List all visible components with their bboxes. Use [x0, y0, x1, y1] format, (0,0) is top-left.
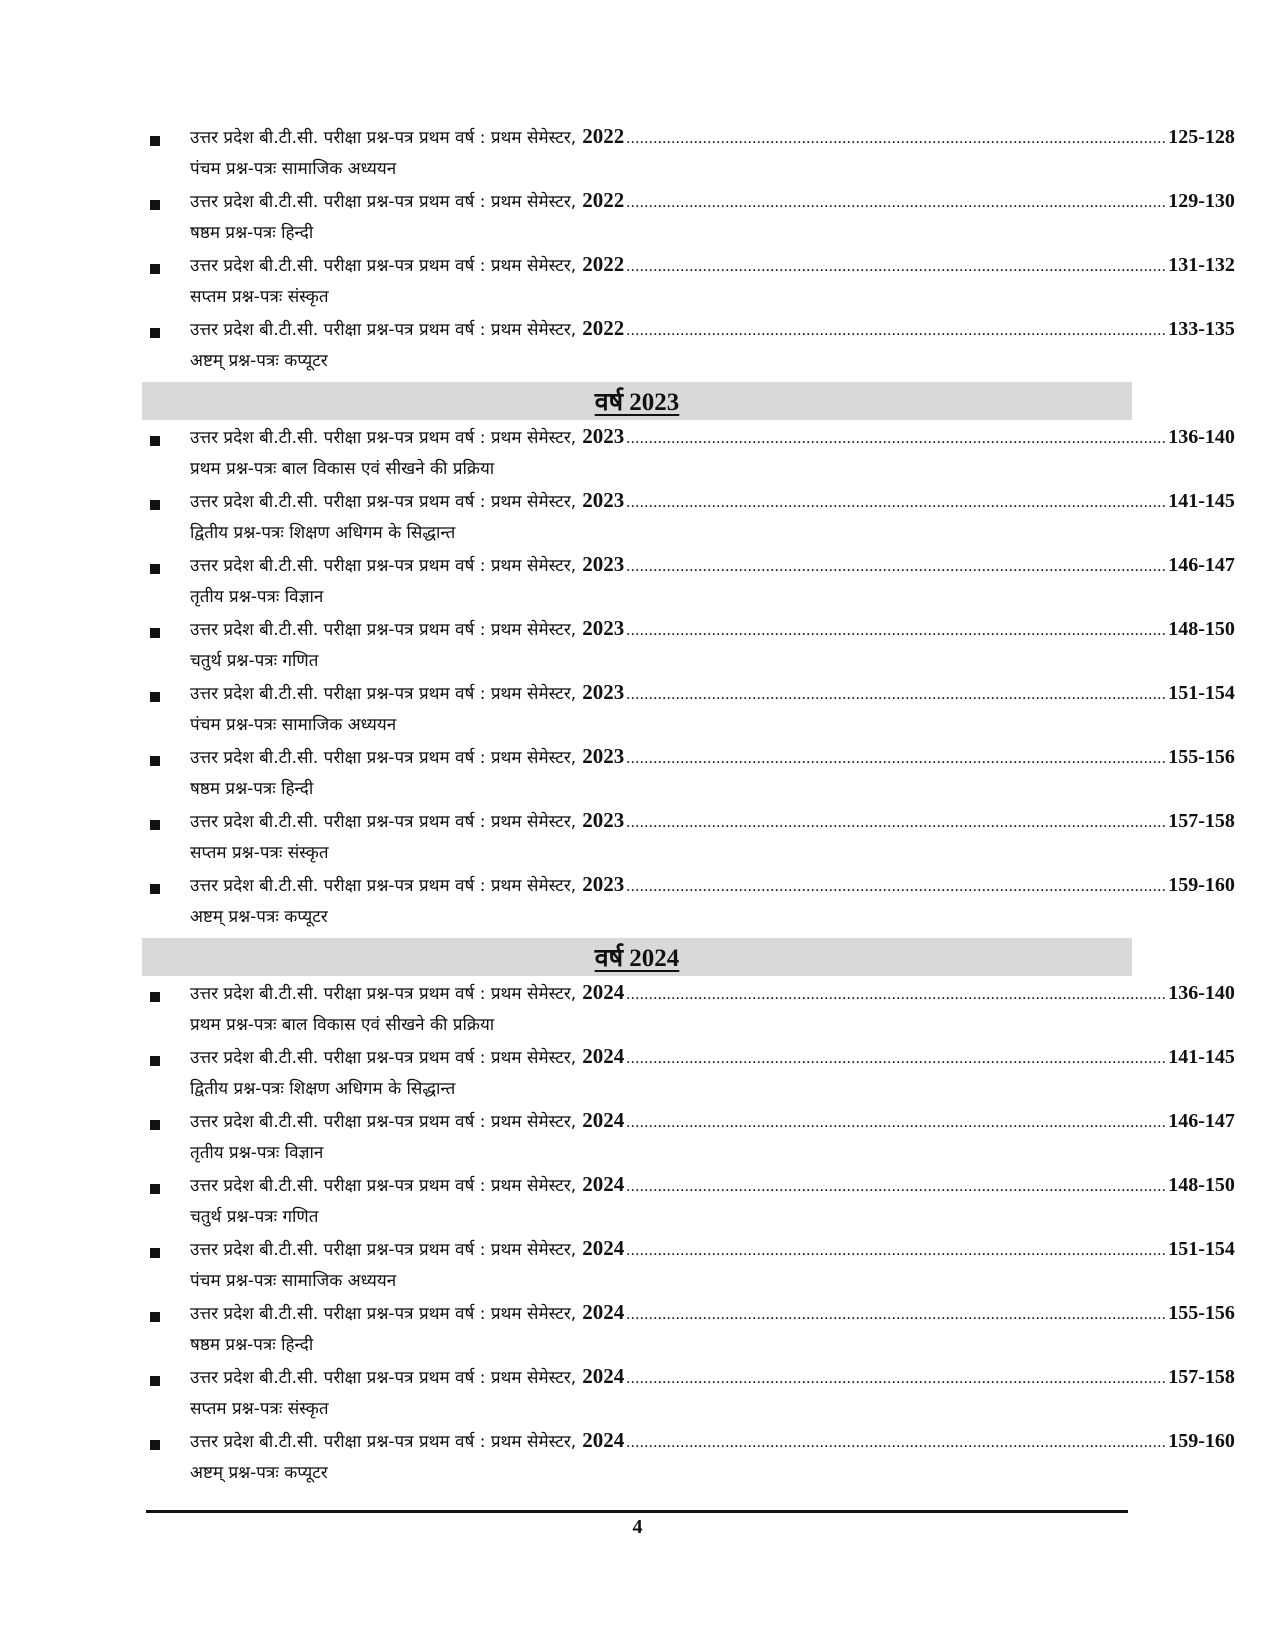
dot-leader: ........................................................................................................................ — [626, 878, 1167, 895]
entry-subject: षष्ठम प्रश्न-पत्रः हिन्दी — [190, 779, 314, 799]
dot-leader: ........................................................................................................................ — [626, 494, 1167, 511]
entry-subject: द्वितीय प्रश्न-पत्रः शिक्षण अधिगम के सिद्धान्त — [190, 1079, 456, 1099]
section-heading — [142, 382, 1132, 420]
square-bullet-icon — [150, 992, 160, 1002]
dot-leader: ........................................................................................................................ — [626, 1434, 1167, 1451]
section-heading — [142, 938, 1132, 976]
toc-entry — [146, 252, 1235, 316]
entry-pages: 159-160 — [1168, 874, 1235, 896]
entry-year: 2022 — [582, 252, 625, 276]
section-heading-text: वर्ष 2024 — [594, 945, 680, 972]
square-bullet-icon — [150, 756, 160, 766]
entry-line — [190, 424, 1235, 454]
dot-leader: ........................................................................................................................ — [626, 1242, 1167, 1259]
entry-year: 2023 — [582, 680, 625, 704]
square-bullet-icon — [150, 136, 160, 146]
entry-pages: 141-145 — [1168, 1046, 1235, 1068]
entry-year: 2023 — [582, 872, 625, 896]
toc-entry — [146, 1236, 1235, 1300]
entry-title: उत्तर प्रदेश बी.टी.सी. परीक्षा प्रश्न-पत्र प्रथम वर्ष : प्रथम सेमेस्टर, — [190, 984, 577, 1004]
toc-entry — [146, 316, 1235, 380]
entry-title: उत्तर प्रदेश बी.टी.सी. परीक्षा प्रश्न-पत्र प्रथम वर्ष : प्रथम सेमेस्टर, — [190, 128, 577, 148]
entry-title: उत्तर प्रदेश बी.टी.सी. परीक्षा प्रश्न-पत्र प्रथम वर्ष : प्रथम सेमेस्टर, — [190, 320, 577, 340]
dot-leader: ........................................................................................................................ — [626, 194, 1167, 211]
dot-leader: ........................................................................................................................ — [626, 558, 1167, 575]
entry-pages: 133-135 — [1168, 318, 1235, 340]
entry-line — [190, 980, 1235, 1010]
dot-leader: ........................................................................................................................ — [626, 1114, 1167, 1131]
entry-pages: 136-140 — [1168, 982, 1235, 1004]
square-bullet-icon — [150, 884, 160, 894]
entry-subject: अष्टम् प्रश्न-पत्रः कप्यूटर — [190, 1463, 328, 1483]
dot-leader: ........................................................................................................................ — [626, 750, 1167, 767]
square-bullet-icon — [150, 1248, 160, 1258]
entry-pages: 159-160 — [1168, 1430, 1235, 1452]
dot-leader: ........................................................................................................................ — [626, 1370, 1167, 1387]
entry-line — [190, 552, 1235, 582]
entry-year: 2024 — [582, 1044, 625, 1068]
square-bullet-icon — [150, 692, 160, 702]
entry-pages: 151-154 — [1168, 1238, 1235, 1260]
square-bullet-icon — [150, 436, 160, 446]
entry-year: 2023 — [582, 808, 625, 832]
entry-pages: 148-150 — [1168, 1174, 1235, 1196]
entry-title: उत्तर प्रदेश बी.टी.सी. परीक्षा प्रश्न-पत्र प्रथम वर्ष : प्रथम सेमेस्टर, — [190, 1112, 577, 1132]
entry-pages: 155-156 — [1168, 746, 1235, 768]
entry-subject: पंचम प्रश्न-पत्रः सामाजिक अध्ययन — [190, 1271, 397, 1291]
entry-pages: 146-147 — [1168, 554, 1235, 576]
entry-line — [190, 872, 1235, 902]
entry-year: 2023 — [582, 616, 625, 640]
entry-subject: पंचम प्रश्न-पत्रः सामाजिक अध्ययन — [190, 715, 397, 735]
entry-pages: 148-150 — [1168, 618, 1235, 640]
square-bullet-icon — [150, 1376, 160, 1386]
entry-line — [190, 316, 1235, 346]
entry-year: 2023 — [582, 744, 625, 768]
entry-line — [190, 188, 1235, 218]
entry-pages: 131-132 — [1168, 254, 1235, 276]
entry-subject: तृतीय प्रश्न-पत्रः विज्ञान — [190, 1143, 324, 1163]
entry-pages: 141-145 — [1168, 490, 1235, 512]
square-bullet-icon — [150, 820, 160, 830]
entry-subject: चतुर्थ प्रश्न-पत्रः गणित — [190, 651, 319, 671]
entry-subject: प्रथम प्रश्न-पत्रः बाल विकास एवं सीखने की प्रक्रिया — [190, 1015, 495, 1035]
toc-entry — [146, 1428, 1235, 1492]
toc-entry — [146, 424, 1235, 488]
square-bullet-icon — [150, 1184, 160, 1194]
toc-entry — [146, 1108, 1235, 1172]
entry-title: उत्तर प्रदेश बी.टी.सी. परीक्षा प्रश्न-पत्र प्रथम वर्ष : प्रथम सेमेस्टर, — [190, 1368, 577, 1388]
toc-entry — [146, 616, 1235, 680]
square-bullet-icon — [150, 500, 160, 510]
square-bullet-icon — [150, 1440, 160, 1450]
entry-year: 2023 — [582, 424, 625, 448]
dot-leader: ........................................................................................................................ — [626, 258, 1167, 275]
entry-year: 2024 — [582, 1172, 625, 1196]
entry-subject: अष्टम् प्रश्न-पत्रः कप्यूटर — [190, 907, 328, 927]
square-bullet-icon — [150, 628, 160, 638]
square-bullet-icon — [150, 328, 160, 338]
square-bullet-icon — [150, 1120, 160, 1130]
entry-line — [190, 124, 1235, 154]
dot-leader: ........................................................................................................................ — [626, 130, 1167, 147]
toc-entry — [146, 124, 1235, 188]
entry-subject: प्रथम प्रश्न-पत्रः बाल विकास एवं सीखने की प्रक्रिया — [190, 459, 495, 479]
entry-title: उत्तर प्रदेश बी.टी.सी. परीक्षा प्रश्न-पत्र प्रथम वर्ष : प्रथम सेमेस्टर, — [190, 1048, 577, 1068]
entry-subject: षष्ठम प्रश्न-पत्रः हिन्दी — [190, 1335, 314, 1355]
entry-year: 2022 — [582, 188, 625, 212]
entry-subject: पंचम प्रश्न-पत्रः सामाजिक अध्ययन — [190, 159, 397, 179]
entry-line — [190, 1300, 1235, 1330]
entry-title: उत्तर प्रदेश बी.टी.सी. परीक्षा प्रश्न-पत्र प्रथम वर्ष : प्रथम सेमेस्टर, — [190, 192, 577, 212]
square-bullet-icon — [150, 1056, 160, 1066]
entry-line — [190, 744, 1235, 774]
entry-title: उत्तर प्रदेश बी.टी.सी. परीक्षा प्रश्न-पत्र प्रथम वर्ष : प्रथम सेमेस्टर, — [190, 256, 577, 276]
entry-pages: 151-154 — [1168, 682, 1235, 704]
entry-subject: अष्टम् प्रश्न-पत्रः कप्यूटर — [190, 351, 328, 371]
entry-title: उत्तर प्रदेश बी.टी.सी. परीक्षा प्रश्न-पत्र प्रथम वर्ष : प्रथम सेमेस्टर, — [190, 556, 577, 576]
entry-pages: 157-158 — [1168, 1366, 1235, 1388]
toc-entry — [146, 188, 1235, 252]
entry-subject: षष्ठम प्रश्न-पत्रः हिन्दी — [190, 223, 314, 243]
entry-pages: 157-158 — [1168, 810, 1235, 832]
entry-pages: 125-128 — [1168, 126, 1235, 148]
entry-title: उत्तर प्रदेश बी.टी.सी. परीक्षा प्रश्न-पत्र प्रथम वर्ष : प्रथम सेमेस्टर, — [190, 492, 577, 512]
dot-leader: ........................................................................................................................ — [626, 430, 1167, 447]
section-heading-text: वर्ष 2023 — [594, 389, 680, 416]
entry-subject: तृतीय प्रश्न-पत्रः विज्ञान — [190, 587, 324, 607]
table-of-contents — [146, 124, 1235, 1492]
dot-leader: ........................................................................................................................ — [626, 814, 1167, 831]
entry-year: 2024 — [582, 1364, 625, 1388]
page-number: 4 — [632, 1516, 643, 1538]
toc-entry — [146, 488, 1235, 552]
entry-title: उत्तर प्रदेश बी.टी.सी. परीक्षा प्रश्न-पत्र प्रथम वर्ष : प्रथम सेमेस्टर, — [190, 812, 577, 832]
entry-pages: 146-147 — [1168, 1110, 1235, 1132]
entry-year: 2022 — [582, 316, 625, 340]
toc-entry — [146, 808, 1235, 872]
entry-title: उत्तर प्रदेश बी.टी.सी. परीक्षा प्रश्न-पत्र प्रथम वर्ष : प्रथम सेमेस्टर, — [190, 1304, 577, 1324]
dot-leader: ........................................................................................................................ — [626, 322, 1167, 339]
square-bullet-icon — [150, 200, 160, 210]
entry-pages: 129-130 — [1168, 190, 1235, 212]
entry-line — [190, 1236, 1235, 1266]
toc-entry — [146, 872, 1235, 936]
entry-year: 2022 — [582, 124, 625, 148]
entry-title: उत्तर प्रदेश बी.टी.सी. परीक्षा प्रश्न-पत्र प्रथम वर्ष : प्रथम सेमेस्टर, — [190, 428, 577, 448]
entry-year: 2023 — [582, 552, 625, 576]
entry-title: उत्तर प्रदेश बी.टी.सी. परीक्षा प्रश्न-पत्र प्रथम वर्ष : प्रथम सेमेस्टर, — [190, 876, 577, 896]
footer-rule — [146, 1510, 1128, 1513]
entry-pages: 155-156 — [1168, 1302, 1235, 1324]
square-bullet-icon — [150, 264, 160, 274]
entry-title: उत्तर प्रदेश बी.टी.सी. परीक्षा प्रश्न-पत्र प्रथम वर्ष : प्रथम सेमेस्टर, — [190, 620, 577, 640]
toc-entry — [146, 1044, 1235, 1108]
toc-entry — [146, 552, 1235, 616]
entry-subject: सप्तम प्रश्न-पत्रः संस्कृत — [190, 843, 329, 863]
entry-title: उत्तर प्रदेश बी.टी.सी. परीक्षा प्रश्न-पत्र प्रथम वर्ष : प्रथम सेमेस्टर, — [190, 748, 577, 768]
toc-entry — [146, 680, 1235, 744]
square-bullet-icon — [150, 564, 160, 574]
toc-entry — [146, 744, 1235, 808]
entry-line — [190, 616, 1235, 646]
entry-line — [190, 1428, 1235, 1458]
entry-year: 2024 — [582, 1428, 625, 1452]
entry-title: उत्तर प्रदेश बी.टी.सी. परीक्षा प्रश्न-पत्र प्रथम वर्ष : प्रथम सेमेस्टर, — [190, 1176, 577, 1196]
toc-entry — [146, 1172, 1235, 1236]
entry-year: 2023 — [582, 488, 625, 512]
entry-line — [190, 1172, 1235, 1202]
entry-subject: द्वितीय प्रश्न-पत्रः शिक्षण अधिगम के सिद्धान्त — [190, 523, 456, 543]
entry-year: 2024 — [582, 1300, 625, 1324]
entry-year: 2024 — [582, 1108, 625, 1132]
entry-line — [190, 808, 1235, 838]
dot-leader: ........................................................................................................................ — [626, 986, 1167, 1003]
entry-subject: सप्तम प्रश्न-पत्रः संस्कृत — [190, 1399, 329, 1419]
entry-pages: 136-140 — [1168, 426, 1235, 448]
dot-leader: ........................................................................................................................ — [626, 1306, 1167, 1323]
entry-subject: सप्तम प्रश्न-पत्रः संस्कृत — [190, 287, 329, 307]
entry-year: 2024 — [582, 1236, 625, 1260]
entry-title: उत्तर प्रदेश बी.टी.सी. परीक्षा प्रश्न-पत्र प्रथम वर्ष : प्रथम सेमेस्टर, — [190, 1432, 577, 1452]
entry-subject: चतुर्थ प्रश्न-पत्रः गणित — [190, 1207, 319, 1227]
entry-line — [190, 1364, 1235, 1394]
entry-line — [190, 488, 1235, 518]
entry-line — [190, 680, 1235, 710]
toc-entry — [146, 980, 1235, 1044]
square-bullet-icon — [150, 1312, 160, 1322]
toc-entry — [146, 1364, 1235, 1428]
entry-title: उत्तर प्रदेश बी.टी.सी. परीक्षा प्रश्न-पत्र प्रथम वर्ष : प्रथम सेमेस्टर, — [190, 684, 577, 704]
dot-leader: ........................................................................................................................ — [626, 686, 1167, 703]
entry-line — [190, 252, 1235, 282]
entry-title: उत्तर प्रदेश बी.टी.सी. परीक्षा प्रश्न-पत्र प्रथम वर्ष : प्रथम सेमेस्टर, — [190, 1240, 577, 1260]
entry-line — [190, 1044, 1235, 1074]
dot-leader: ........................................................................................................................ — [626, 622, 1167, 639]
toc-entry — [146, 1300, 1235, 1364]
entry-year: 2024 — [582, 980, 625, 1004]
entry-line — [190, 1108, 1235, 1138]
dot-leader: ........................................................................................................................ — [626, 1050, 1167, 1067]
dot-leader: ........................................................................................................................ — [626, 1178, 1167, 1195]
